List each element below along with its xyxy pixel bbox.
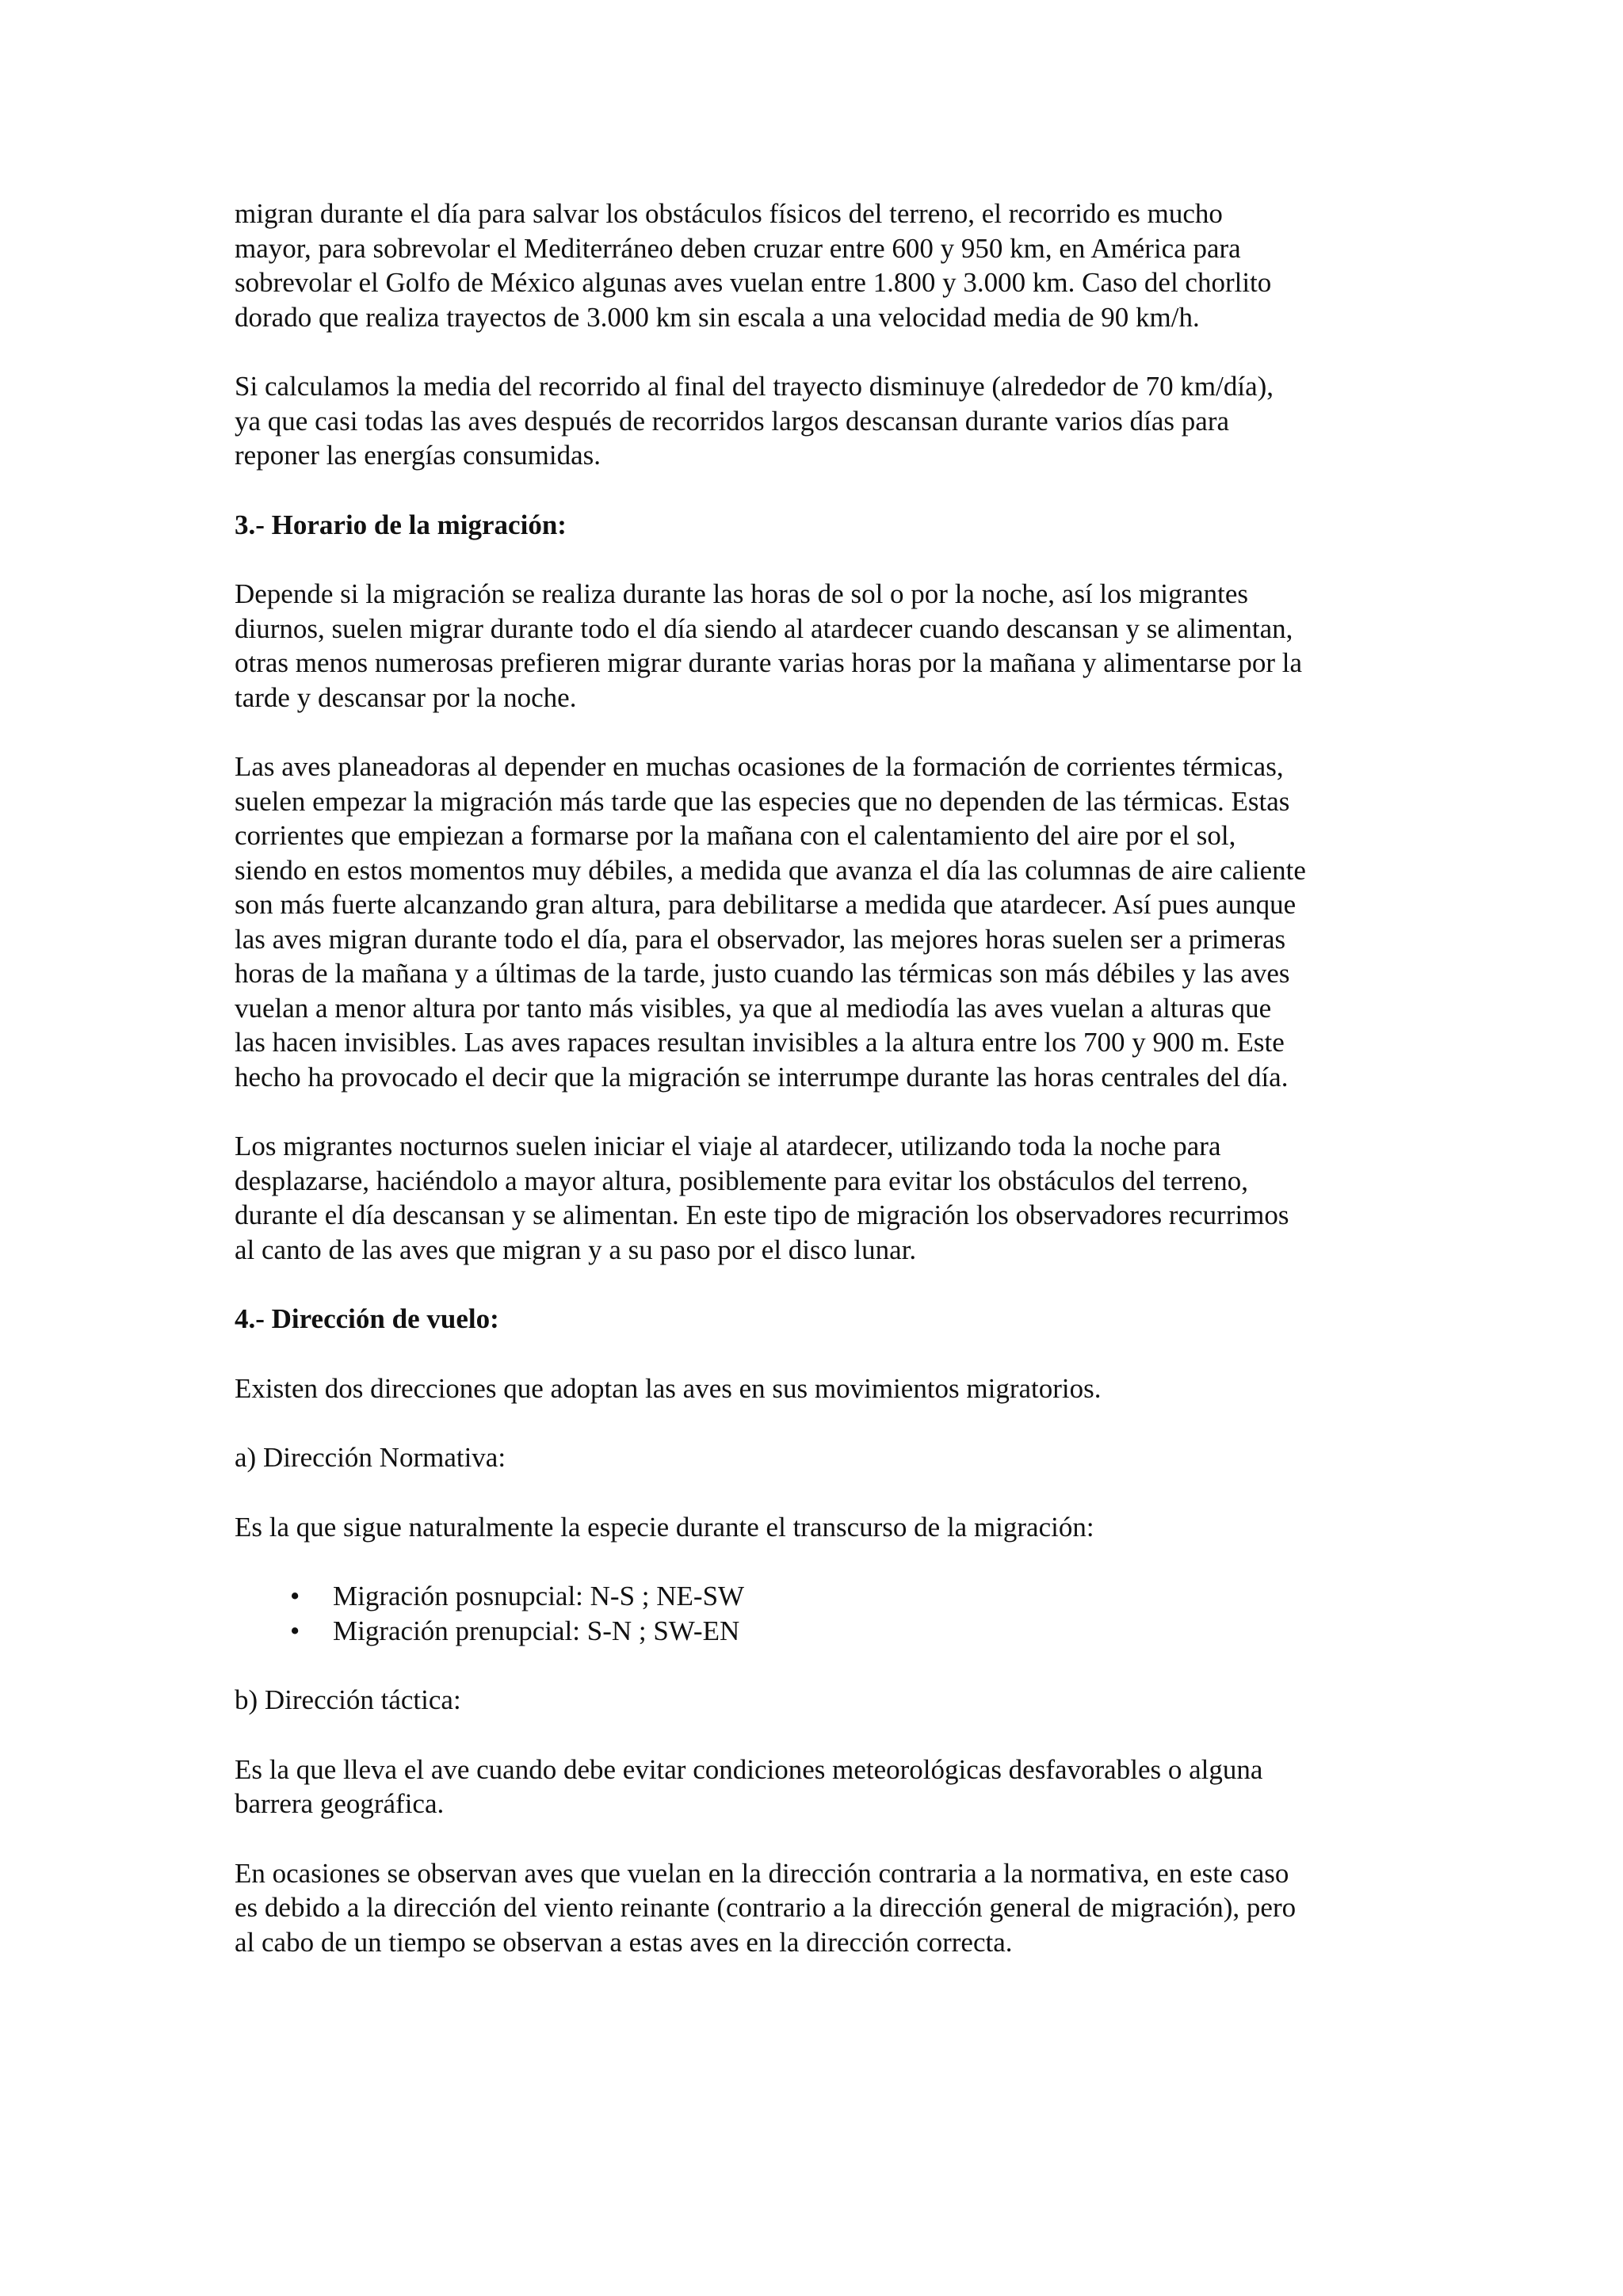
paragraph-tactical-definition: Es la que lleva el ave cuando debe evitar condiciones meteorológicas desfavorables o alguna barrera geográfica.: [235, 1753, 1263, 1819]
paragraph-nocturnal-migrants: Los migrantes nocturnos suelen iniciar el viaje al atardecer, utilizando toda la noche para desplazarse, haciéndolo a mayor altura, posiblemente para evitar los obstáculos del terreno, durante el día descansan y se alimentan. En este tipo de migración los observadores recurrimos al canto de las aves que migran y a su paso por el disco lunar.: [235, 1131, 1289, 1265]
paragraph-average-distance: Si calculamos la media del recorrido al final del trayecto disminuye (alrededor de 70 km/día), ya que casi todas las aves después de recorridos largos descansan durante varios días para reponer las energías consumidas.: [235, 371, 1274, 471]
subheading-tactical-direction: b) Dirección táctica:: [235, 1684, 461, 1715]
document-page: [235, 196, 1423, 1994]
paragraph-distance-continued: migran durante el día para salvar los obstáculos físicos del terreno, el recorrido es mucho mayor, para sobrevolar el Mediterráneo deben cruzar entre 600 y 950 km, en América para sobrevolar el Golfo de México algunas aves vuelan entre 1.800 y 3.000 km. Caso del chorlito dorado que realiza trayectos de 3.000 km sin escala a una velocidad media de 90 km/h.: [235, 198, 1272, 333]
list-item: [235, 1614, 1423, 1649]
paragraph-two-directions: Existen dos direcciones que adoptan las aves en sus movimientos migratorios.: [235, 1372, 1102, 1404]
bullet-icon: •: [290, 1581, 300, 1611]
paragraph-day-night: Depende si la migración se realiza durante las horas de sol o por la noche, así los migrantes diurnos, suelen migrar durante todo el día siendo al atardecer cuando descansan y se alimentan, otras menos numerosas prefieren migrar durante varias horas por la mañana y alimentarse por la tarde y descansar por la noche.: [235, 578, 1302, 713]
paragraph-normative-definition: Es la que sigue naturalmente la especie durante el transcurso de la migración:: [235, 1511, 1094, 1543]
list-item-text: Migración posnupcial: N-S ; NE-SW: [333, 1581, 745, 1611]
list-item-text: Migración prenupcial: S-N ; SW-EN: [333, 1615, 740, 1646]
subheading-normative-direction: a) Dirección Normativa:: [235, 1442, 506, 1473]
bullet-icon: •: [290, 1615, 300, 1646]
paragraph-soaring-birds: Las aves planeadoras al depender en muchas ocasiones de la formación de corrientes térmicas, suelen empezar la migración más tarde que las especies que no dependen de las térmicas. Estas corrientes que empiezan a formarse por la mañana con el calentamiento del aire por el sol, siendo en estos momentos muy débiles, a medida que avanza el día las columnas de aire caliente son más fuerte alcanzando gran altura, para debilitarse a medida que atardecer. Así pues aunque las aves migran durante todo el día, para el observador, las mejores horas suelen ser a primeras horas de la mañana y a últimas de la tarde, justo cuando las térmicas son más débiles y las aves vuelan a menor altura por tanto más visibles, ya que al mediodía las aves vuelan a alturas que las hacen invisibles. Las aves rapaces resultan invisibles a la altura entre los 700 y 900 m. Este hecho ha provocado el decir que la migración se interrumpe durante las horas centrales del día.: [235, 751, 1306, 1093]
migration-direction-list: [235, 1579, 1423, 1648]
section-heading-schedule: 3.- Horario de la migración:: [235, 509, 567, 540]
list-item: [235, 1579, 1423, 1614]
paragraph-contrary-direction: En ocasiones se observan aves que vuelan en la dirección contraria a la normativa, en este caso es debido a la dirección del viento reinante (contrario a la dirección general de migración), pero al cabo de un tiempo se observan a estas aves en la dirección correcta.: [235, 1857, 1296, 1958]
section-heading-direction: 4.- Dirección de vuelo:: [235, 1303, 499, 1334]
